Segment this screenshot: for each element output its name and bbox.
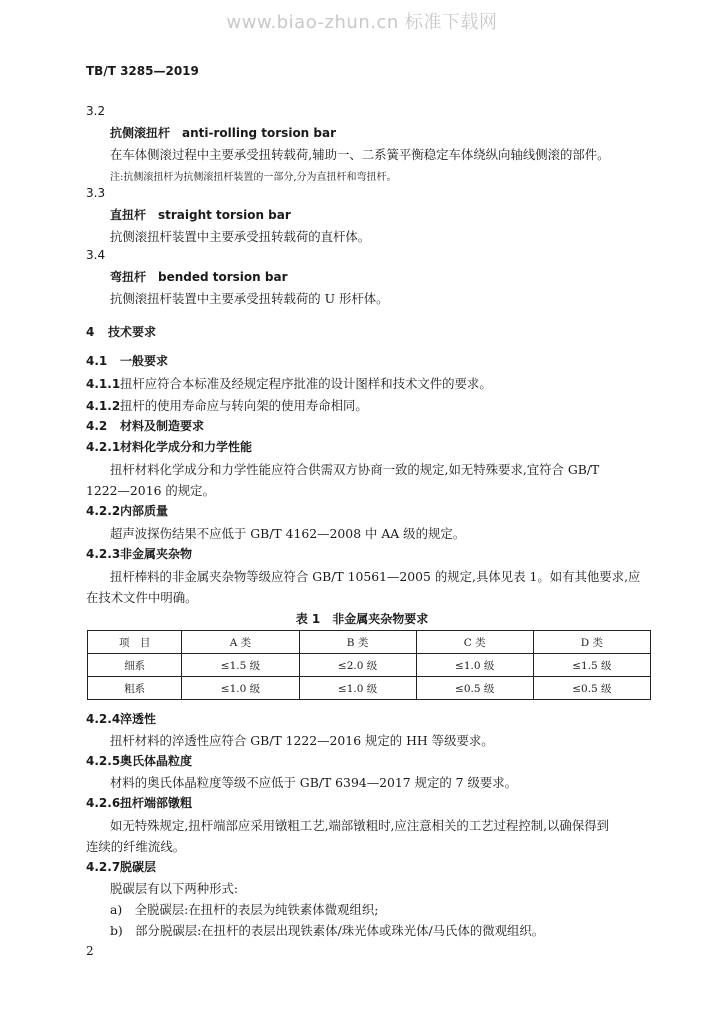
section-number: 4.2.7 [86, 860, 121, 874]
section-title: 材料及制造要求 [120, 419, 205, 433]
term-note: 注:抗侧滚扭杆为抗侧滚扭杆装置的一部分,分为直扭杆和弯扭杆。 [110, 172, 397, 183]
table-cell: 细系 [88, 654, 182, 677]
list-item: b) 部分脱碳层:在扭杆的表层出现铁素体/珠光体或珠光体/马氏体的微观组织。 [110, 923, 545, 938]
table-cell: ≤2.0 级 [299, 654, 416, 677]
section-title: 一般要求 [120, 354, 169, 368]
section-number: 4.2.5 [86, 754, 121, 768]
paragraph-line: 超声波探伤结果不应低于 GB/T 4162—2008 中 AA 级的规定。 [110, 526, 466, 541]
term-number: 3.3 [86, 186, 106, 200]
paragraph-line: 扭杆材料的淬透性应符合 GB/T 1222—2016 规定的 HH 等级要求。 [110, 733, 494, 748]
subsection-heading [86, 438, 252, 455]
term-title: 弯扭杆 bended torsion bar [110, 270, 288, 284]
section-number: 4.2.2 [86, 504, 121, 518]
section-number: 4.2 [86, 419, 108, 433]
inclusion-table [87, 630, 651, 700]
section-number: 4.2.4 [86, 712, 121, 726]
table-cell: ≤0.5 级 [416, 677, 533, 700]
term-definition: 抗侧滚扭杆装置中主要承受扭转载荷的 U 形杆体。 [110, 291, 389, 306]
document-code: TB/T 3285—2019 [86, 64, 199, 78]
paragraph-line: 连续的纤维流线。 [86, 839, 186, 854]
table-caption: 表 1 非金属夹杂物要求 [295, 612, 429, 626]
subsection-heading [86, 502, 168, 519]
paragraph-line: 脱碳层有以下两种形式: [110, 881, 239, 896]
table-header-row [88, 631, 651, 654]
clause-text: 扭杆应符合本标准及经规定程序批准的设计图样和技术文件的要求。 [120, 376, 492, 391]
section-number: 4.2.1 [86, 440, 121, 454]
clause-4-1-2 [86, 396, 368, 414]
clause-4-1-1 [86, 374, 492, 392]
term-definition: 抗侧滚扭杆装置中主要承受扭转载荷的直杆体。 [110, 229, 371, 244]
term-title: 抗侧滚扭杆 anti-rolling torsion bar [110, 126, 337, 140]
table-header: D 类 [533, 631, 650, 654]
table-header: A 类 [182, 631, 299, 654]
paragraph-line: 材料的奥氏体晶粒度等级不应低于 GB/T 6394—2017 规定的 7 级要求。 [110, 775, 518, 790]
table-header: B 类 [299, 631, 416, 654]
clause-text: 扭杆的使用寿命应与转向架的使用寿命相同。 [120, 398, 368, 413]
section-title: 脱碳层 [120, 860, 157, 874]
section-title: 非金属夹杂物 [120, 547, 193, 561]
term-number: 3.4 [86, 248, 106, 262]
paragraph-line: 1222—2016 的规定。 [86, 483, 215, 498]
section-heading [86, 352, 168, 369]
table-cell: ≤1.0 级 [182, 677, 299, 700]
section-heading [86, 323, 156, 340]
section-title: 奥氏体晶粒度 [120, 754, 193, 768]
section-heading [86, 417, 204, 434]
subsection-heading [86, 794, 192, 811]
table-cell: ≤1.5 级 [182, 654, 299, 677]
term-definition: 在车体侧滚过程中主要承受扭转载荷,辅助一、二系簧平衡稳定车体绕纵向轴线侧滚的部件。 [110, 147, 610, 162]
section-number: 4.2.3 [86, 547, 121, 561]
section-title: 技术要求 [108, 325, 157, 339]
section-number: 4.2.6 [86, 796, 121, 810]
subsection-heading [86, 752, 192, 769]
clause-number: 4.1.2 [86, 399, 121, 413]
paragraph-line: 扭杆棒料的非金属夹杂物等级应符合 GB/T 10561—2005 的规定,具体见表 1。如有其他要求,应 [110, 569, 641, 584]
table-row [88, 654, 651, 677]
paragraph-line: 扭杆材料化学成分和力学性能应符合供需双方协商一致的规定,如无特殊要求,宜符合 GB/T [110, 462, 600, 477]
table-cell: 粗系 [88, 677, 182, 700]
table-row [88, 677, 651, 700]
table-cell: ≤1.0 级 [299, 677, 416, 700]
section-title: 内部质量 [120, 504, 169, 518]
table-cell: ≤1.5 级 [533, 654, 650, 677]
subsection-heading [86, 858, 156, 875]
term-title: 直扭杆 straight torsion bar [110, 208, 291, 222]
list-item: a) 全脱碳层:在扭杆的表层为纯铁素体微观组织; [110, 902, 379, 917]
subsection-heading [86, 545, 192, 562]
section-number: 4 [86, 325, 95, 339]
section-title: 淬透性 [120, 712, 157, 726]
paragraph-line: 如无特殊规定,扭杆端部应采用镦粗工艺,端部镦粗时,应注意相关的工艺过程控制,以确保得到 [110, 818, 609, 833]
clause-number: 4.1.1 [86, 377, 121, 391]
section-title: 扭杆端部镦粗 [120, 796, 193, 810]
subsection-heading [86, 710, 156, 727]
section-number: 4.1 [86, 354, 108, 368]
table-cell: ≤1.0 级 [416, 654, 533, 677]
term-number: 3.2 [86, 104, 106, 118]
table-header: C 类 [416, 631, 533, 654]
table-cell: ≤0.5 级 [533, 677, 650, 700]
watermark: www.biao-zhun.cn 标准下载网 [226, 12, 498, 33]
table-header: 项 目 [88, 631, 182, 654]
section-title: 材料化学成分和力学性能 [120, 440, 253, 454]
page-number: 2 [86, 944, 94, 958]
paragraph-line: 在技术文件中明确。 [86, 590, 198, 605]
